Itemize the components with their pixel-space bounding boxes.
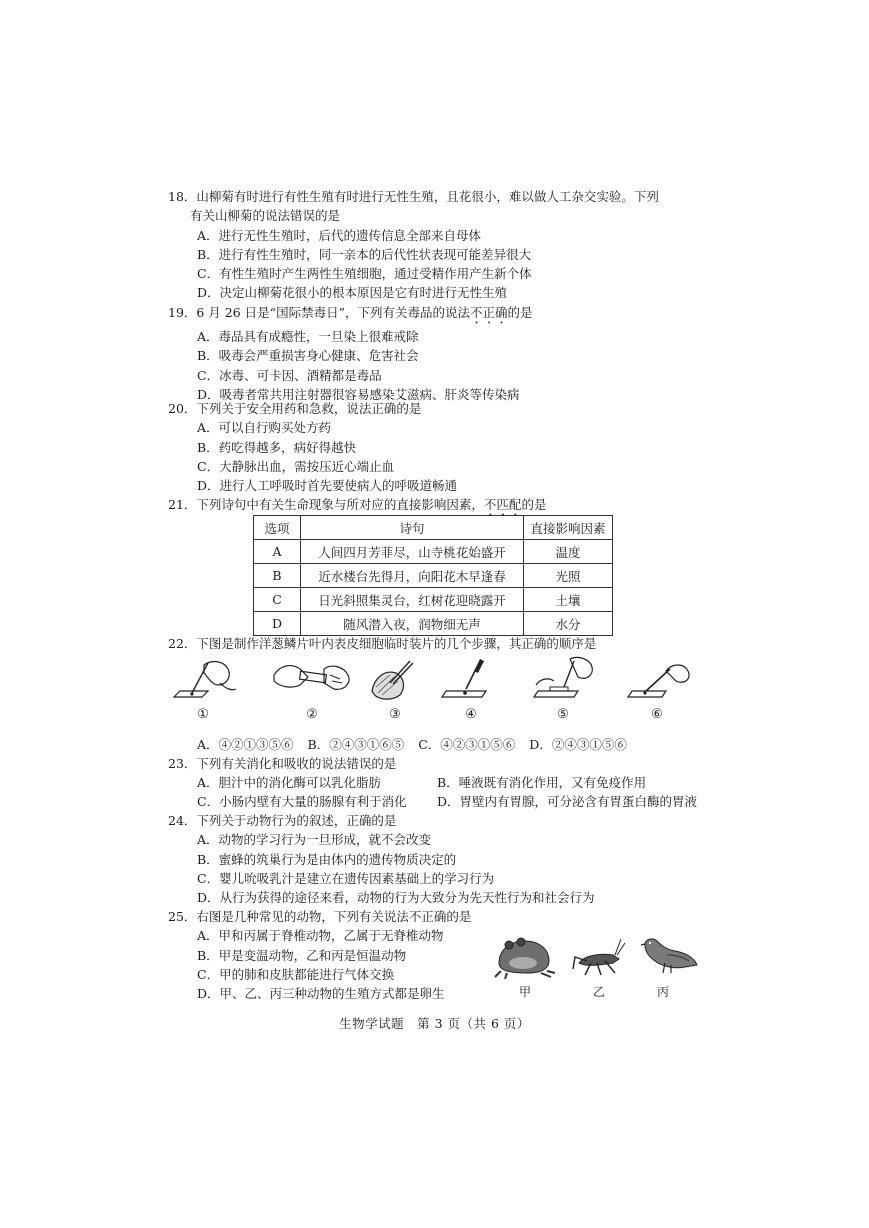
option-a: A．甲和丙属于脊椎动物，乙属于无脊椎动物 xyxy=(197,928,444,944)
step-2-illustration xyxy=(270,655,340,725)
question-22-stem: 22．下图是制作洋葱鳞片叶内表皮细胞临时装片的几个步骤，其正确的顺序是 xyxy=(168,636,597,651)
table-cell: B xyxy=(254,564,301,588)
option-c: C．大静脉出血，需按压近心端止血 xyxy=(197,458,395,474)
option-a: A．胆汁中的消化酶可以乳化脂肪 xyxy=(197,775,382,790)
question-25-stem: 25．右图是几种常见的动物，下列有关说法不正确的是 xyxy=(168,909,472,924)
option-c: C．有性生殖时产生两性生殖细胞，通过受精作用产生新个体 xyxy=(197,266,532,282)
option-a: A．毒品具有成瘾性，一旦染上很难戒除 xyxy=(197,329,419,344)
step-number: ③ xyxy=(389,707,401,722)
option-b: B．甲是变温动物，乙和丙是恒温动物 xyxy=(197,947,407,963)
question-24 xyxy=(168,811,708,907)
option-b: B．进行有性生殖时，同一亲本的后代性状表现可能差异很大 xyxy=(197,246,532,262)
step-number: ⑥ xyxy=(651,707,663,722)
option-d: D．从行为获得的途径来看，动物的行为大致分为先天性行为和社会行为 xyxy=(197,890,595,906)
table-cell: 光照 xyxy=(524,564,613,588)
table-header-row xyxy=(254,516,613,540)
animal-label: 丙 xyxy=(656,985,669,999)
option-a: A．可以自行购买处方药 xyxy=(197,420,332,436)
step-6-illustration xyxy=(622,655,692,725)
question-18 xyxy=(168,187,708,303)
table-cell: A xyxy=(254,540,301,564)
option-d: D．吸毒者常共用注射器很容易感染艾滋病、肝炎等传染病 xyxy=(197,386,520,402)
option-d: D．决定山柳菊花很小的根本原因是它有时进行无性生殖 xyxy=(197,285,508,301)
table-header: 直接影响因素 xyxy=(524,516,613,540)
question-19-stem: 19．6 月 26 日是“国际禁毒日”，下列有关毒品的说法不正确的是 xyxy=(168,305,533,320)
option-b: B．②④③①⑥⑤ xyxy=(307,737,405,752)
animal-jia xyxy=(493,933,557,999)
question-19 xyxy=(168,303,708,404)
step-number: ① xyxy=(197,707,209,722)
step-3-illustration xyxy=(360,655,430,725)
pigeon-icon xyxy=(639,933,699,979)
onion-scale-forceps-icon xyxy=(360,655,430,705)
emphasis-text: 不匹配 xyxy=(483,497,522,512)
table-row xyxy=(254,564,613,588)
option-b: B．唾液既有消化作用，又有免疫作用 xyxy=(437,775,647,790)
table-row xyxy=(254,588,613,612)
question-22 xyxy=(168,634,708,653)
table-row xyxy=(254,612,613,636)
table-cell: 土壤 xyxy=(524,588,613,612)
table-header: 选项 xyxy=(254,516,301,540)
question-23-options-row2 xyxy=(197,792,697,810)
animal-bing xyxy=(639,933,699,999)
table-header: 诗句 xyxy=(301,516,524,540)
question-23 xyxy=(168,754,708,773)
dropper-icon xyxy=(436,655,506,705)
table-row xyxy=(254,540,613,564)
slide-preparation-steps xyxy=(168,655,708,725)
table-cell: 水分 xyxy=(524,612,613,636)
step-5-illustration xyxy=(528,655,598,725)
frog-icon xyxy=(493,933,557,979)
emphasis-text: 不正确 xyxy=(469,305,508,320)
option-b: B．药吃得越多，病好得越快 xyxy=(197,439,357,455)
step-number: ② xyxy=(306,707,318,722)
option-b: B．吸毒会严重损害身心健康、危害社会 xyxy=(197,348,419,364)
question-23-options-row1 xyxy=(197,773,646,791)
step-number: ⑤ xyxy=(557,707,569,722)
option-c: C．婴儿吮吸乳汁是建立在遗传因素基础上的学习行为 xyxy=(197,870,495,886)
table-cell: 温度 xyxy=(524,540,613,564)
question-21-stem: 21．下列诗句中有关生命现象与所对应的直接影响因素，不匹配的是 xyxy=(168,497,547,512)
question-24-stem: 24．下列关于动物行为的叙述，正确的是 xyxy=(168,813,397,828)
table-cell: 人间四月芳菲尽，山寺桃花始盛开 xyxy=(301,540,524,564)
grasshopper-icon xyxy=(571,933,627,979)
option-c: C．④②③①⑤⑥ xyxy=(418,737,516,752)
option-c: C．甲的肺和皮肤都能进行气体交换 xyxy=(197,966,395,982)
step-4-illustration xyxy=(436,655,506,725)
option-c: C．小肠内壁有大量的肠腺有利于消化 xyxy=(197,794,407,809)
dropper-slide-icon xyxy=(168,655,238,705)
option-a: A．④②①③⑤⑥ xyxy=(197,737,294,752)
question-20-stem: 20．下列关于安全用药和急救，说法正确的是 xyxy=(168,401,422,416)
option-a: A．动物的学习行为一旦形成，就不会改变 xyxy=(197,832,432,848)
option-d: D．进行人工呼吸时首先要使病人的呼吸道畅通 xyxy=(197,478,458,494)
hands-cover-slip-icon xyxy=(270,655,354,705)
animal-yi xyxy=(571,933,627,999)
question-18-stem: 18．山柳菊有时进行有性生殖有时进行无性生殖，且花很小，难以做人工杂交实验。下列 有关山柳菊的说法错误的是 xyxy=(168,189,659,224)
option-d: D．②④③①⑤⑥ xyxy=(529,737,627,752)
option-d: D．甲、乙、丙三种动物的生殖方式都是卵生 xyxy=(197,986,445,1002)
question-23-stem: 23．下列有关消化和吸收的说法错误的是 xyxy=(168,756,397,771)
table-cell: C xyxy=(254,588,301,612)
animal-label: 甲 xyxy=(518,985,531,999)
question-20 xyxy=(168,399,708,495)
step-1-illustration xyxy=(168,655,238,725)
question-22-options xyxy=(197,735,627,753)
table-cell: 随风潜入夜，润物细无声 xyxy=(301,612,524,636)
table-cell: 日光斜照集灵台，红树花迎晓露开 xyxy=(301,588,524,612)
animals-figure xyxy=(493,933,703,1003)
option-c: C．冰毒、可卡因、酒精都是毒品 xyxy=(197,367,382,383)
option-a: A．进行无性生殖时，后代的遗传信息全部来自母体 xyxy=(197,227,482,243)
needle-cover-slip-icon xyxy=(528,655,604,705)
table-cell: D xyxy=(254,612,301,636)
option-d: D．胃壁内有胃腺，可分泌含有胃蛋白酶的胃液 xyxy=(437,794,698,809)
page-footer: 生物学试题 第 3 页（共 6 页） xyxy=(339,1016,530,1031)
step-number: ④ xyxy=(465,707,477,722)
option-b: B．蜜蜂的筑巢行为是由体内的遗传物质决定的 xyxy=(197,851,457,867)
table-cell: 近水楼台先得月，向阳花木早逢春 xyxy=(301,564,524,588)
animal-label: 乙 xyxy=(592,985,605,999)
poem-table xyxy=(253,515,613,636)
staining-icon xyxy=(622,655,698,705)
